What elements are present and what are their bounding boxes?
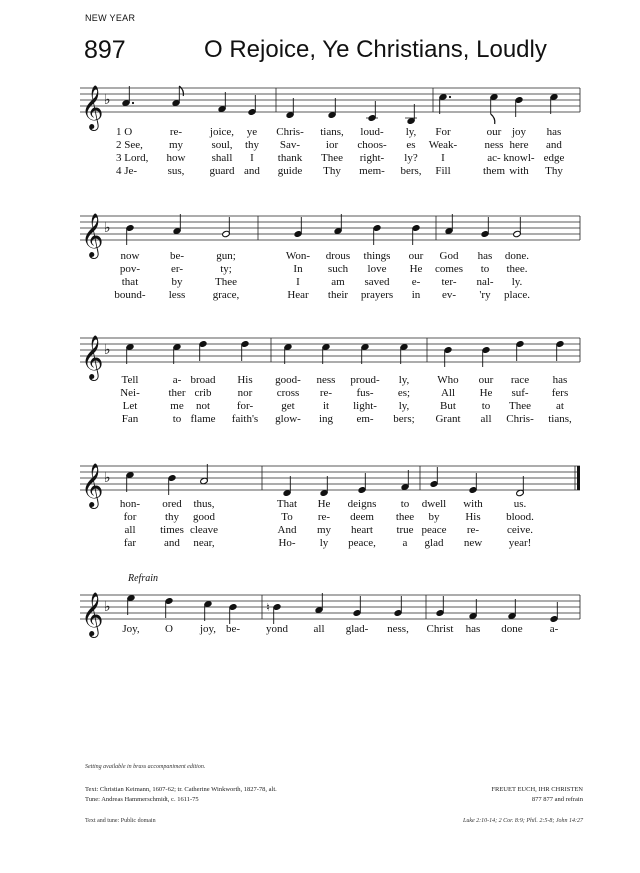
lyric-syllable: our [478,374,494,386]
note [218,92,227,113]
lyric-syllable: ly, [398,374,410,386]
lyric-syllable: deem [350,511,374,523]
note [513,217,522,238]
lyric-row [80,374,580,387]
lyric-syllable: be- [225,623,241,635]
lyric-row [80,413,580,426]
lyric-syllable: 'ry [479,289,491,301]
treble-clef-icon: 𝄞 [81,463,104,507]
lyric-syllable: ty; [220,263,232,275]
lyric-syllable: tians, [548,413,572,425]
lyric-syllable: has [477,250,493,262]
note [490,93,499,124]
lyric-syllable: guard [209,165,235,177]
lyric-row [80,511,580,524]
lyric-row [80,400,580,413]
lyric-syllable: with [509,165,529,177]
lyric-syllable: His [237,374,253,386]
lyric-syllable: their [327,289,349,301]
lyric-syllable: And [277,524,297,536]
lyric-syllable: God [439,250,459,262]
lyric-syllable: His [465,511,481,523]
note [168,474,177,495]
lyric-syllable: He [317,498,331,510]
lyric-syllable: ter- [441,276,457,288]
lyric-row [80,250,580,263]
lyric-syllable: a- [172,374,182,386]
lyric-syllable: thank [277,152,303,164]
tune-credit: Tune: Andreas Hammerschmidt, c. 1611-75 [85,796,199,803]
lyric-syllable: how [166,152,186,164]
lyric-syllable: er- [171,263,183,275]
lyric-syllable: and [546,139,562,151]
note [286,98,295,119]
note [445,214,454,235]
lyric-syllable: less [168,289,186,301]
lyric-syllable: ness, [387,623,409,635]
lyric-row [80,498,580,511]
final-barline [577,466,580,490]
lyric-row [80,263,580,276]
lyric-syllable: me [170,400,184,412]
note [405,104,417,125]
lyric-syllable: Who [437,374,459,386]
lyric-syllable: my [316,524,332,536]
lyric-syllable: thee. [506,263,528,275]
lyric-syllable: it [322,400,330,412]
lyric-syllable: done. [504,250,530,262]
note [173,214,182,235]
accompaniment-note: Setting available in brass accompaniment edition. [85,764,206,770]
lyric-syllable: Grant [435,413,461,425]
note [204,600,213,621]
lyric-syllable: e- [411,276,421,288]
lyric-syllable: such [327,263,349,275]
lyric-syllable: things [363,250,391,262]
lyric-syllable: true [396,524,414,536]
lyric-syllable: Sav- [279,139,301,151]
lyric-syllable: bers, [400,165,422,177]
note [515,96,524,117]
note [556,340,565,361]
lyric-syllable: ye [246,126,258,138]
note [199,340,208,361]
lyric-syllable: Let [122,400,138,412]
lyric-syllable: Won- [285,250,311,262]
note [328,98,337,119]
lyric-syllable: now [120,250,140,262]
lyric-syllable: place. [504,289,530,301]
lyric-syllable: re- [319,387,333,399]
lyric-syllable: But [440,400,456,412]
note [469,473,478,494]
note [400,343,409,364]
lyric-syllable: bers; [393,413,415,425]
lyric-syllable: Hear [287,289,309,301]
lyric-row [80,165,580,178]
lyric-syllable: 3 Lord, [116,152,149,164]
lyric-syllable: all [313,623,325,635]
tune-name: FREUET EUCH, IHR CHRISTEN [491,786,583,793]
lyric-syllable: re- [169,126,183,138]
lyric-syllable: pov- [119,263,141,275]
lyric-syllable: thy [244,139,260,151]
lyric-syllable: guide [277,165,303,177]
lyric-syllable: ly [319,537,329,549]
lyric-syllable: thus, [193,498,215,510]
note [366,101,378,122]
lyric-row [80,139,580,152]
lyric-syllable: a [402,537,408,549]
lyric-syllable: yond [266,623,288,635]
lyric-syllable: get [281,400,295,412]
lyric-syllable: love [367,263,387,275]
lyric-syllable: ly? [404,152,418,164]
flat-key-signature-icon: ♭ [104,92,111,108]
lyric-syllable: done [501,623,523,635]
lyric-syllable: proud- [350,374,380,386]
lyric-syllable: Chris- [276,126,304,138]
lyric-syllable: Thee [509,400,531,412]
note [266,601,281,624]
lyric-syllable: loud- [360,126,384,138]
lyric-syllable: ther [168,387,186,399]
note [127,594,136,615]
text-credit: Text: Christian Keimann, 1607-62; tr. Catherine Winkworth, 1827-78, alt. [85,786,277,793]
section-label: NEW YEAR [85,13,136,23]
note [322,343,331,364]
lyric-syllable: for [123,511,137,523]
lyric-syllable: good [193,511,215,523]
lyric-syllable: choos- [357,139,387,151]
lyric-syllable: fers [551,387,569,399]
note [481,217,490,238]
lyric-syllable: ly. [511,276,523,288]
note [126,224,135,245]
note [122,86,134,107]
lyric-syllable: 2 See, [116,139,143,151]
lyric-row [80,126,580,139]
lyric-row [80,537,580,550]
lyric-syllable: gun; [216,250,236,262]
lyric-syllable: Weak- [428,139,458,151]
lyric-syllable: I [250,152,254,164]
note [294,217,303,238]
lyric-row [80,524,580,537]
lyric-syllable: has [546,126,562,138]
note [508,599,517,620]
lyric-syllable: 4 Je- [116,165,138,177]
lyric-syllable: nor [237,387,253,399]
hymn-number: 897 [84,36,126,64]
lyric-syllable: hon- [119,498,141,510]
lyric-syllable: and [244,165,260,177]
lyric-syllable: by [171,276,183,288]
lyric-syllable: I [441,152,445,164]
lyric-syllable: joy [511,126,527,138]
note [436,596,445,617]
lyric-syllable: tians, [320,126,344,138]
lyric-syllable: blood. [506,511,534,523]
lyric-syllable: glad [424,537,444,549]
note [284,343,293,364]
scripture-refs: Luke 2:10-14; 2 Cor. 8:9; Phil. 2:5-8; John 14:27 [463,818,583,824]
lyric-syllable: thee [395,511,415,523]
lyric-syllable: ceive. [507,524,533,536]
lyric-syllable: saved [364,276,390,288]
lyric-syllable: He [409,263,423,275]
note [482,346,491,367]
lyric-syllable: Thee [321,152,343,164]
lyric-syllable: ing [318,413,334,425]
lyric-syllable: comes [434,263,464,275]
note [222,217,231,238]
lyric-syllable: bound- [114,289,146,301]
lyric-syllable: glow- [275,413,301,425]
lyric-syllable: flame [190,413,216,425]
note [248,95,257,116]
lyric-syllable: ly, [398,400,410,412]
lyric-syllable: cross [276,387,300,399]
lyric-syllable: To [281,511,293,523]
note [439,93,451,114]
lyric-syllable: near, [193,537,215,549]
lyric-syllable: peace, [348,537,376,549]
note [401,470,410,491]
lyric-syllable: ness [484,139,504,151]
lyric-syllable: not [195,400,211,412]
lyric-syllable: mem- [359,165,385,177]
lyric-syllable: new [463,537,483,549]
note [550,602,559,623]
lyric-syllable: to [400,498,410,510]
lyric-syllable: them [483,165,505,177]
lyric-syllable: and [164,537,180,549]
treble-clef-icon: 𝄞 [81,85,104,129]
lyric-syllable: That [276,498,298,510]
note [361,343,370,364]
lyric-syllable: All [440,387,456,399]
lyric-syllable: joice, [209,126,235,138]
lyric-row [80,152,580,165]
lyric-syllable: heart [351,524,373,536]
lyric-row [80,623,580,636]
note [172,86,184,107]
lyric-syllable: all [480,413,492,425]
note [353,596,362,617]
lyric-syllable: broad [190,374,216,386]
lyric-syllable: re- [317,511,331,523]
lyric-syllable: O [165,623,173,635]
lyric-syllable: soul, [211,139,233,151]
note [126,471,135,492]
natural-sign-icon: ♮ [266,601,270,614]
lyric-row [80,387,580,400]
note [320,476,329,497]
lyric-syllable: fus- [356,387,374,399]
lyric-syllable: with [463,498,483,510]
note [516,340,525,361]
lyric-syllable: Christ [426,623,454,635]
lyric-syllable: ored [162,498,182,510]
lyric-syllable: knowl- [503,152,535,164]
lyric-syllable: faith's [231,413,259,425]
lyric-syllable: es [406,139,416,151]
lyric-syllable: sus, [167,165,185,177]
note [412,224,421,245]
lyric-syllable: dwell [421,498,447,510]
lyric-syllable: edge [543,152,565,164]
lyric-syllable: Thy [545,165,563,177]
lyric-syllable: em- [356,413,374,425]
lyric-syllable: at [556,400,564,412]
note [358,473,367,494]
lyric-syllable: deigns [347,498,377,510]
lyric-syllable: cleave [189,524,219,536]
note [373,224,382,245]
lyric-syllable: our [486,126,502,138]
note [283,476,292,497]
lyric-syllable: Tell [121,374,139,386]
lyric-syllable: us. [513,498,527,510]
lyric-syllable: suf- [511,387,529,399]
lyric-syllable: here [509,139,529,151]
lyric-syllable: has [465,623,481,635]
lyric-syllable: Thy [323,165,341,177]
note [229,603,238,624]
refrain-label: Refrain [128,573,158,584]
meter: 877 877 and refrain [531,796,583,803]
flat-key-signature-icon: ♭ [104,470,111,486]
lyric-syllable: ly, [405,126,417,138]
note [315,593,324,614]
lyric-syllable: grace, [212,289,240,301]
lyric-row [80,276,580,289]
note [469,599,478,620]
note [334,214,343,235]
lyric-syllable: For [435,126,451,138]
note [165,597,174,618]
note [241,340,250,361]
lyric-syllable: to [480,263,490,275]
note [394,596,403,617]
staff-3 [80,330,580,379]
lyric-syllable: crib [194,387,212,399]
lyric-syllable: Fill [435,165,451,177]
rights-note: Text and tune: Public domain [85,818,156,824]
lyric-syllable: ness [316,374,336,386]
lyric-syllable: race [510,374,530,386]
lyric-syllable: ev- [441,289,457,301]
lyric-syllable: re- [466,524,480,536]
lyric-syllable: shall [211,152,233,164]
note [173,343,182,364]
lyric-syllable: in [411,289,421,301]
lyric-syllable: my [168,139,184,151]
lyric-syllable: He [479,387,493,399]
lyric-syllable: year! [508,537,532,549]
treble-clef-icon: 𝄞 [81,335,104,379]
lyric-syllable: that [121,276,139,288]
lyric-syllable: 1 O [116,126,133,138]
lyric-syllable: joy, [199,623,217,635]
lyric-syllable: Chris- [506,413,534,425]
lyric-syllable: Nei- [120,387,140,399]
lyric-syllable: ac- [487,152,501,164]
lyric-syllable: nal- [476,276,494,288]
lyric-syllable: right- [359,152,385,164]
lyric-syllable: to [172,413,182,425]
treble-clef-icon: 𝄞 [81,213,104,257]
lyric-syllable: be- [169,250,185,262]
lyric-syllable: am [331,276,345,288]
lyric-syllable: I [296,276,300,288]
note [550,93,559,114]
note [200,464,209,485]
lyric-syllable: peace [421,524,447,536]
lyric-syllable: for- [236,400,254,412]
note [444,346,453,367]
lyric-syllable: by [428,511,440,523]
lyric-syllable: ior [325,139,339,151]
lyric-syllable: Joy, [122,623,140,635]
flat-key-signature-icon: ♭ [104,342,111,358]
lyric-row [80,289,580,302]
hymn-title: O Rejoice, Ye Christians, Loudly [204,36,547,63]
treble-clef-icon: 𝄞 [81,592,104,636]
staff-1 [80,80,580,129]
flat-key-signature-icon: ♭ [104,599,111,615]
lyric-syllable: glad- [345,623,369,635]
lyric-syllable: our [408,250,424,262]
note [126,343,135,364]
note [516,476,525,497]
lyric-syllable: far [123,537,137,549]
note [430,467,439,488]
lyric-syllable: a- [549,623,559,635]
lyric-syllable: times [160,524,184,536]
lyric-syllable: prayers [360,289,394,301]
lyric-syllable: es; [397,387,411,399]
lyric-syllable: In [293,263,303,275]
lyric-syllable: Ho- [278,537,296,549]
lyric-syllable: good- [275,374,301,386]
lyric-syllable: Thee [215,276,237,288]
lyric-syllable: light- [353,400,377,412]
lyric-syllable: Fan [121,413,139,425]
lyric-syllable: drous [325,250,351,262]
flat-key-signature-icon: ♭ [104,220,111,236]
lyric-syllable: thy [164,511,180,523]
lyric-syllable: all [124,524,136,536]
lyric-syllable: has [552,374,568,386]
lyric-syllable: to [481,400,491,412]
